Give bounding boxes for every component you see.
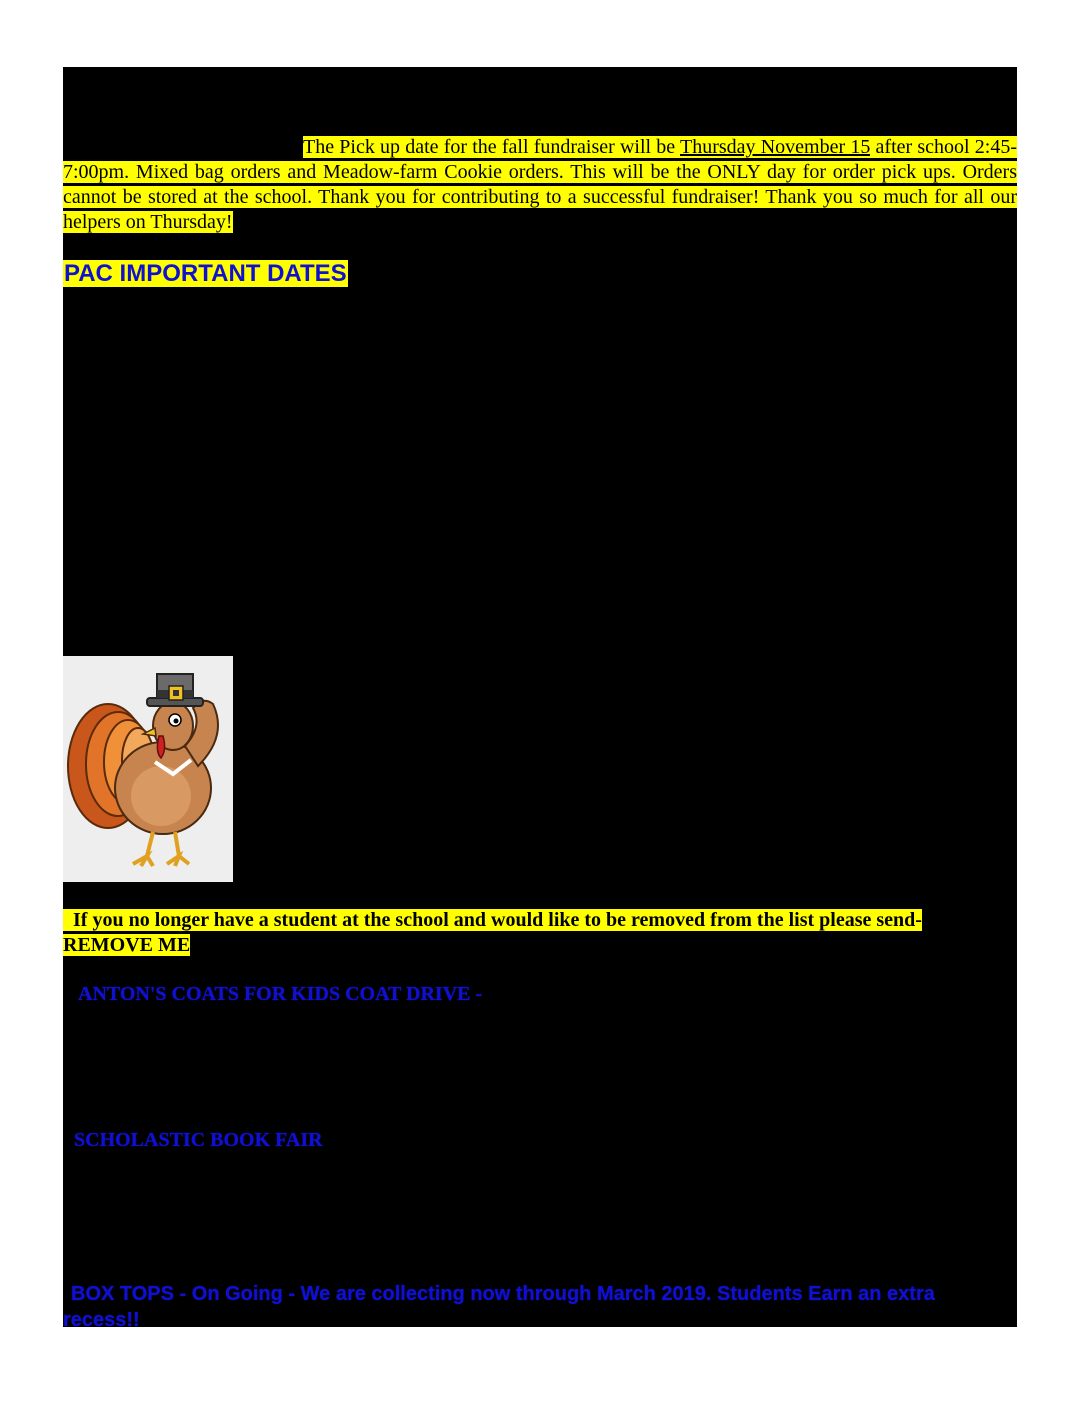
turkey-illustration xyxy=(63,656,233,882)
pickup-date: Thursday November 15 xyxy=(680,136,871,158)
fundraiser-text-end: after school 2:45-7:00pm. Mixed bag orders and Meadow-farm Cookie orders. This will be the ONLY day for order pick ups. Orders cannot be stored at the school. Thank you for contributing to a successful fundraiser! Thank you so much for all our helpers on Thursday! xyxy=(63,136,1017,233)
remove-me-notice xyxy=(63,908,1017,958)
remove-me-label: REMOVE ME xyxy=(63,934,191,956)
anton-coat-drive-heading: ANTON'S COATS FOR KIDS COAT DRIVE - xyxy=(78,983,483,1005)
turkey-icon xyxy=(63,656,233,882)
pac-heading-text: PAC IMPORTANT DATES xyxy=(64,260,347,287)
box-tops-heading xyxy=(63,1281,1017,1333)
fundraiser-text-start: The Pick up date for the fall fundraiser will be xyxy=(303,136,680,158)
fundraiser-paragraph xyxy=(63,135,1017,235)
box-tops-text: BOX TOPS - On Going - We are collecting now through March 2019. Students Earn an extra recess!! xyxy=(63,1283,935,1331)
pac-important-dates-heading xyxy=(63,259,348,289)
remove-me-line: If you no longer have a student at the school and would like to be removed from the list please send- xyxy=(63,909,922,931)
scholastic-book-fair-heading: SCHOLASTIC BOOK FAIR xyxy=(74,1129,323,1151)
